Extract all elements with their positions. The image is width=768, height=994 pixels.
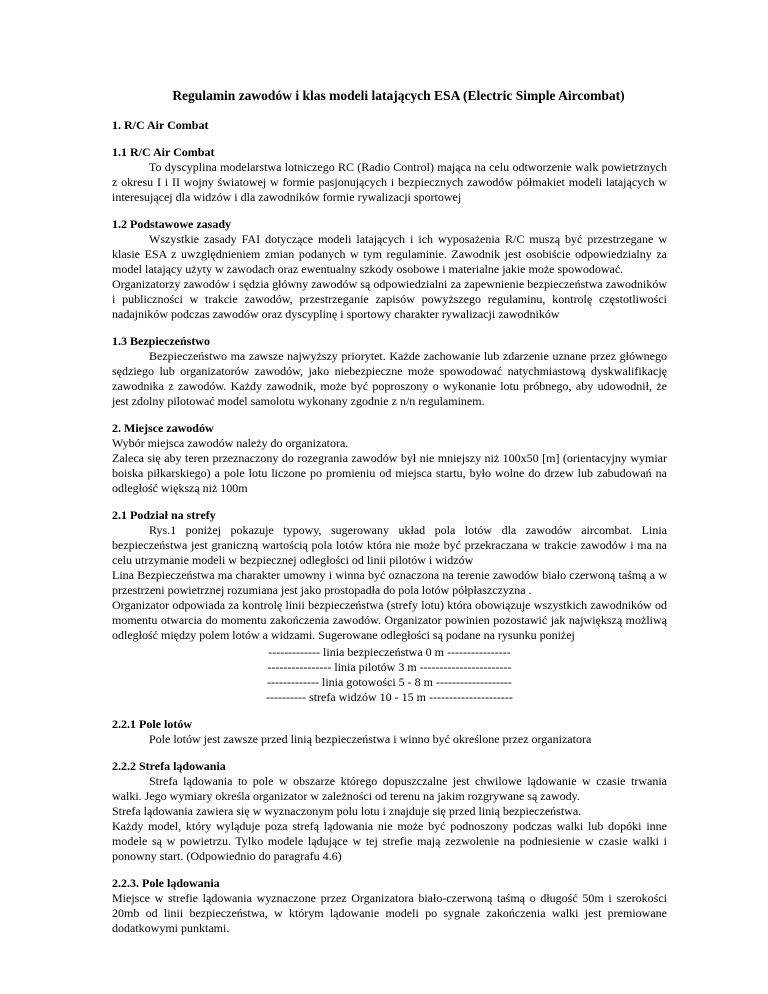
section-heading: 2.1 Podział na strefy [112,508,216,522]
zone-line: ------------- linia gotowości 5 - 8 m ------------------- [267,675,512,689]
section-heading: 1.2 Podstawowe zasady [112,217,231,231]
document-title: Regulamin zawodów i klas modeli latających ESA (Electric Simple Aircombat) [172,88,625,103]
paragraph: Strefa lądowania to pole w obszarze którego dopuszczalne jest chwilowe lądowanie w czasie trwania walki. Jego wymiary określa organizator w zależności od terenu na jakim rozgrywane są zawody. [112,774,667,803]
section-heading: 2. Miejsce zawodów [112,421,214,435]
section [112,145,667,205]
section [112,118,667,133]
zone-line: ---------------- linia pilotów 3 m ----------------------- [267,660,512,674]
section-heading: 2.2.3. Pole lądowania [112,876,220,890]
section-heading: 1.3 Bezpieczeństwo [112,334,210,348]
paragraph: Rys.1 poniżej pokazuje typowy, sugerowany układ pola lotów dla zawodów aircombat. Linia bezpieczeństwa jest graniczną wartością pola lotów która nie może być przekraczana w trakcie zawodów i ma na celu utrzymanie modeli w bezpiecznej odległości od linii pilotów i widzów [112,523,667,567]
paragraph: Miejsce w strefie lądowania wyznaczone przez Organizatora biało-czerwoną taśmą o długość 50m i szerokości 20mb od linii bezpieczeństwa, w którym lądowanie modeli po sygnale zakończenia walki jest premiowane dodatkowymi punktami. [112,891,667,935]
paragraph: Wszystkie zasady FAI dotyczące modeli latających i ich wyposażenia R/C muszą być przestrzegane w klasie ESA z uwzględnieniem zmian podanych w tym regulaminie. Zawodnik jest osobiście odpowiedzialny za model latający użyty w zawodach oraz ewentualny szkody osobowe i materialne jakie może spowodować. [112,232,667,276]
zone-distances-list [112,645,667,705]
section [112,421,667,496]
paragraph: To dyscyplina modelarstwa lotniczego RC (Radio Control) mająca na celu odtworzenie walk powietrznych z okresu I i II wojny światowej w formie pasjonujących i bezpiecznych zawodów półmakiet modeli latających w interesującej dla widzów i dla zawodników formie rywalizacji sportowej [112,160,667,204]
section-heading: 1.1 R/C Air Combat [112,145,215,159]
zone-line: ---------- strefa widzów 10 - 15 m --------------------- [266,690,513,704]
section-heading: 2.2.2 Strefa lądowania [112,759,226,773]
paragraph: Bezpieczeństwo ma zawsze najwyższy priorytet. Każde zachowanie lub zdarzenie uznane przez głównego sędziego lub organizatorów zawodów, jako niebezpieczne może spowodować natychmiastową dyskwalifikację zawodnika z zawodów. Każdy zawodnik, może być poproszony o wykonanie lotu próbnego, aby udowodnił, że jest zdolny pilotować model samolotu wykonany zgodnie z n/n regulaminem. [112,349,667,408]
section [112,508,667,705]
section [112,876,667,936]
paragraph: Strefa lądowania zawiera się w wyznaczonym polu lotu i znajduje się przed linią bezpieczeństwa. [112,804,582,818]
section-heading: 1. R/C Air Combat [112,118,209,132]
paragraph: Każdy model, który wyląduje poza strefą lądowania nie może być podnoszony podczas walki lub dopóki inne modele są w powietrzu. Tylko modele lądujące w tej strefie mają zezwolenie na podniesienie w czasie walki i ponowny start. (Odpowiednio do paragrafu 4.6) [112,819,667,863]
section [112,759,667,864]
paragraph: Wybór miejsca zawodów należy do organizatora. [112,436,349,450]
section-heading: 2.2.1 Pole lotów [112,717,192,731]
section [112,217,667,322]
paragraph: Organizatorzy zawodów i sędzia główny zawodów są odpowiedzialni za zapewnienie bezpieczeństwa zawodników i publiczności w trakcie zawodów, przestrzeganie zapisów powyższego regulaminu, kontrolę częstotliwości nadajników podczas zawodów oraz dyscyplinę i sportowy charakter rywalizacji zawodników [112,277,667,321]
paragraph: Organizator odpowiada za kontrolę linii bezpieczeństwa (strefy lotu) która obowiązuje wszystkich zawodników od momentu otwarcia do momentu zakończenia zawodów. Organizator powinien pozostawić jak największą możliwą odległość między polem lotów a widzami. Sugerowane odległości są podane na rysunku poniżej [112,598,667,642]
paragraph: Lina Bezpieczeństwa ma charakter umowny i winna być oznaczona na terenie zawodów biało czerwoną taśmą a w przestrzeni powietrznej rozumiana jest jako prostopadła do pola lotów półpłaszczyzna . [112,568,667,597]
sections-container [112,118,667,936]
section [112,717,667,747]
section [112,334,667,409]
document-page [112,88,667,948]
paragraph: Zaleca się aby teren przeznaczony do rozegrania zawodów był nie mniejszy niż 100x50 [m] (orientacyjny wymiar boiska piłkarskiego) a pole lotu liczone po promieniu od miejsca startu, było wolne do drzew lub zabudowań na odległość większą niż 100m [112,451,667,495]
zone-line: ------------- linia bezpieczeństwa 0 m ---------------- [268,645,511,659]
paragraph: Pole lotów jest zawsze przed linią bezpieczeństwa i winno być określone przez organizatora [149,732,592,746]
